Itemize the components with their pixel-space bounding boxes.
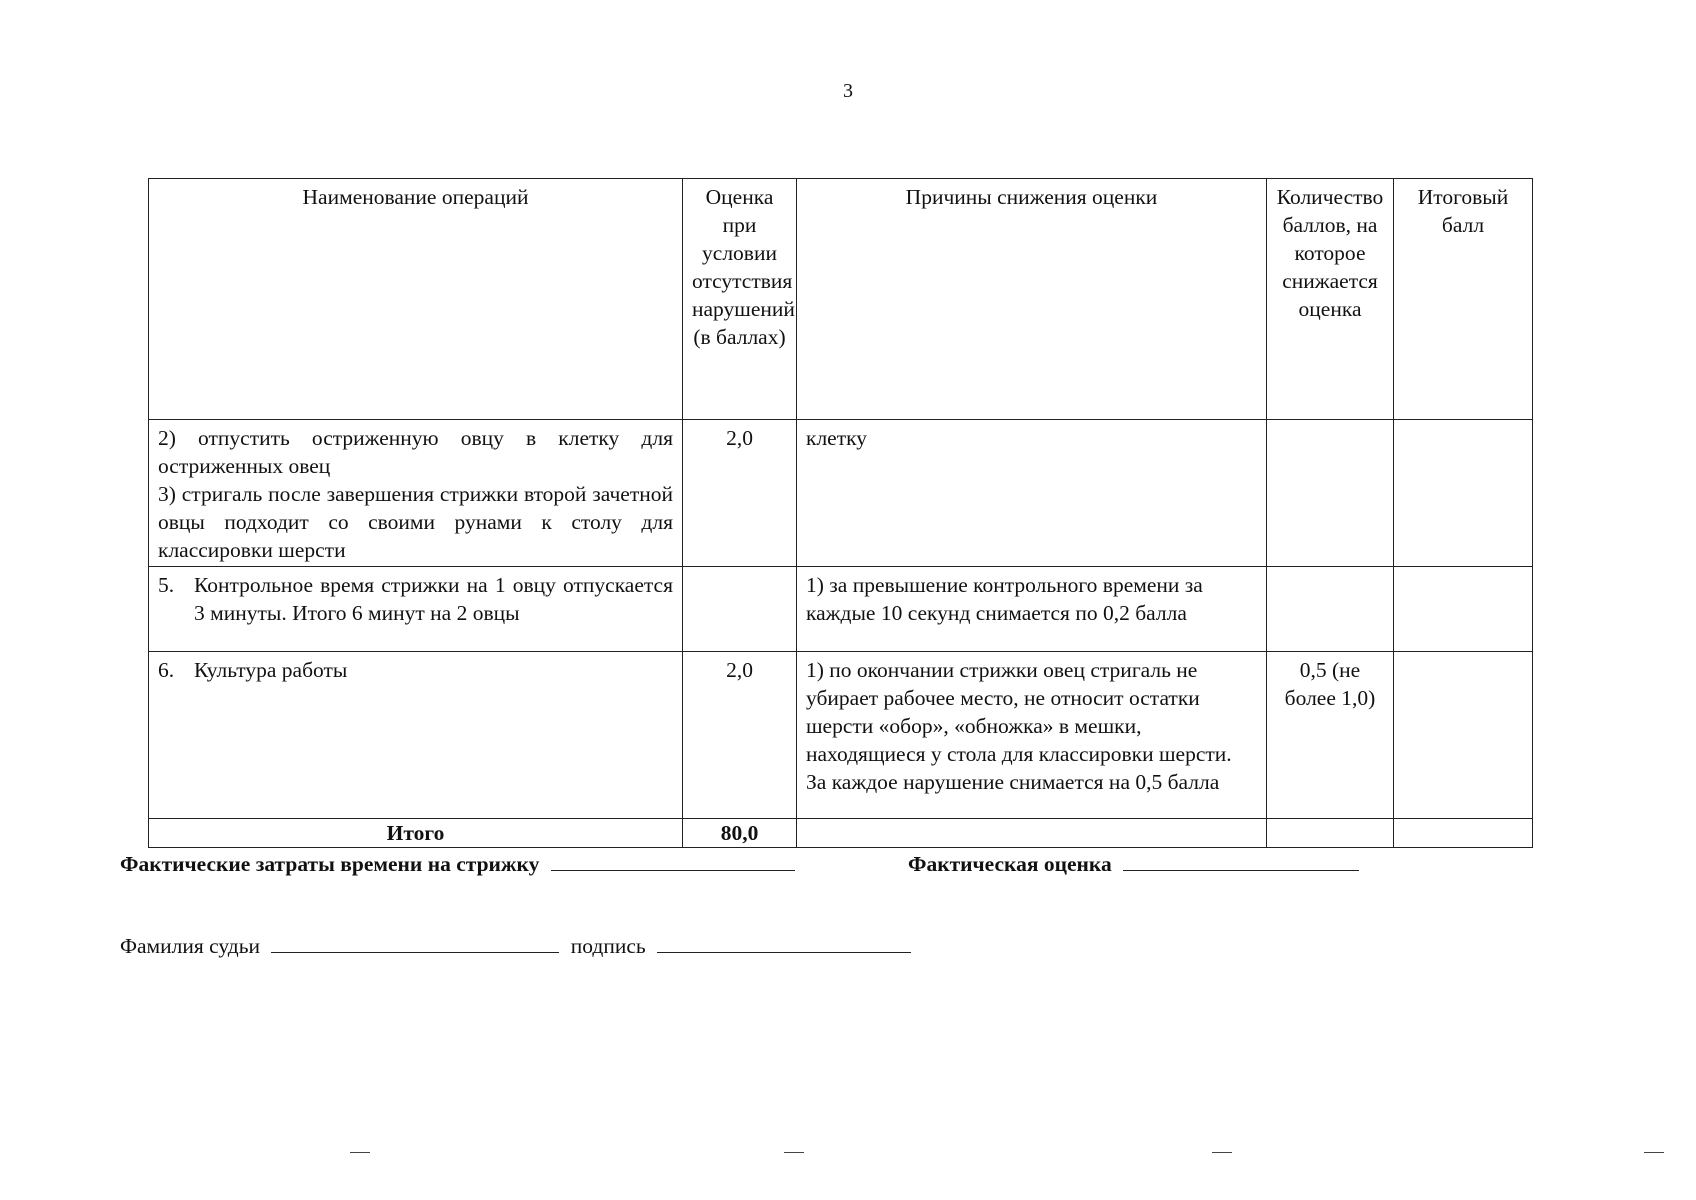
judge-label: Фамилия судьи [120,934,261,958]
actual-score-blank[interactable] [1123,852,1359,871]
deduction-cell [1267,420,1394,567]
operation-text: Культура работы [194,658,348,682]
item-number: 6. [158,658,175,682]
scan-mark [1644,1152,1664,1153]
actual-time-blank[interactable] [551,852,795,871]
total-label: Итого [149,819,683,848]
operation-cell [149,420,683,567]
scan-mark [1212,1152,1232,1153]
table-header-row [149,179,1533,420]
scan-mark [350,1152,370,1153]
deduction-cell [1267,567,1394,652]
item-number: 5. [158,573,175,597]
actual-time-line [120,852,795,877]
header-base-score: Оценка при условии отсутствия нарушений (в баллах) [683,179,797,420]
table-row [149,567,1533,652]
judge-name-blank[interactable] [271,934,559,953]
table-row [149,652,1533,819]
actual-time-label: Фактические затраты времени на стрижку [120,852,540,876]
base-score-cell: 2,0 [683,420,797,567]
total-empty-cell [797,819,1267,848]
page-number: 3 [843,80,853,102]
judge-line [120,934,911,959]
final-score-cell [1394,567,1533,652]
header-final-score: Итоговый балл [1394,179,1533,420]
total-score: 80,0 [683,819,797,848]
total-row [149,819,1533,848]
reason-cell: 1) за превышение контрольного времени за каждые 10 секунд снимается по 0,2 балла [797,567,1267,652]
base-score-cell [683,567,797,652]
operation-line: 3) стригаль после завершения стрижки второй зачетной овцы подходит со своими рунами к столу для классировки шерсти [158,482,673,562]
header-deduction: Количество баллов, на которое снижается оценка [1267,179,1394,420]
scan-mark [784,1152,804,1153]
operation-text: Контрольное время стрижки на 1 овцу отпускается 3 минуты. Итого 6 минут на 2 овцы [194,573,673,625]
total-empty-cell [1267,819,1394,848]
actual-score-line [908,852,1359,877]
reason-cell: клетку [797,420,1267,567]
header-operation: Наименование операций [149,179,683,420]
actual-score-label: Фактическая оценка [908,852,1112,876]
base-score-cell: 2,0 [683,652,797,819]
deduction-cell: 0,5 (не более 1,0) [1267,652,1394,819]
final-score-cell [1394,652,1533,819]
signature-blank[interactable] [657,934,911,953]
header-reasons: Причины снижения оценки [797,179,1267,420]
reason-cell: 1) по окончании стрижки овец стригаль не убирает рабочее место, не относит остатки шерсти «обор», «обножка» в мешки, находящиеся у стола для классировки шерсти. За каждое нарушение снимается на 0,5 балла [797,652,1267,819]
total-empty-cell [1394,819,1533,848]
signature-label: подпись [570,934,646,958]
operation-cell [149,567,683,652]
final-score-cell [1394,420,1533,567]
operation-line: 2) отпустить остриженную овцу в клетку для остриженных овец [158,426,673,478]
table-row [149,420,1533,567]
operation-cell [149,652,683,819]
scoring-table [148,178,1533,848]
